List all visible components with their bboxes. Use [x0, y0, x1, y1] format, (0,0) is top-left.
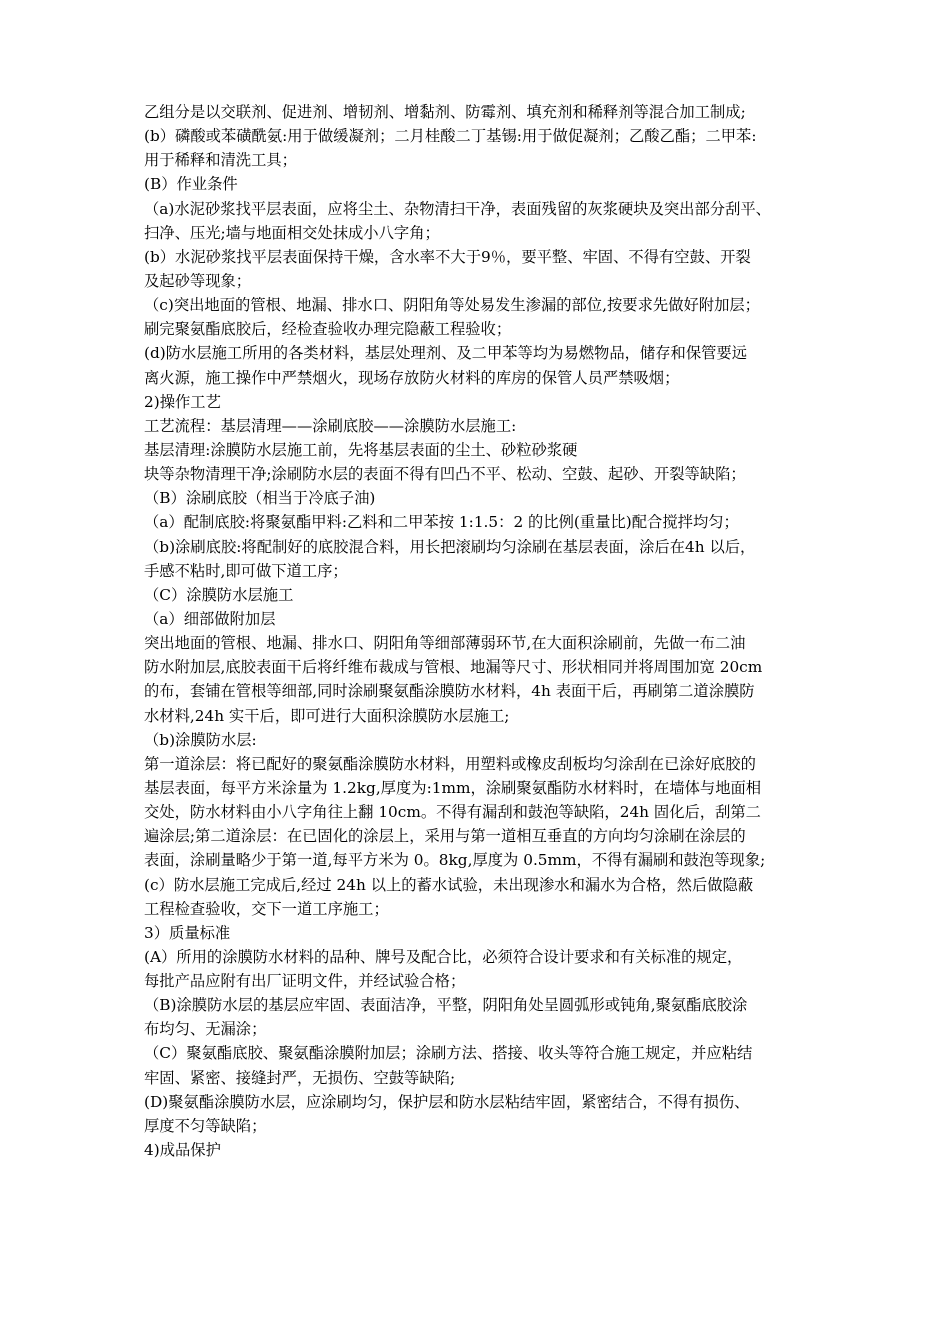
text-line: (c）防水层施工完成后,经过 24h 以上的蓄水试验，未出现渗水和漏水为合格，然后做隐蔽	[144, 875, 754, 894]
text-line: 用于稀释和清洗工具；	[144, 151, 297, 170]
text-line: 防水附加层,底胶表面干后将纤维布裁成与管根、地漏等尺寸、形状相同并将周围加宽 20cm	[144, 658, 763, 677]
text-line: 工程检查验收，交下一道工序施工；	[144, 899, 389, 918]
text-line: 基层表面，每平方米涂量为 1.2kg,厚度为:1mm，涂刷聚氨酯防水材料时，在墙体与地面相	[144, 778, 762, 797]
text-line: 布均匀、无漏涂；	[144, 1020, 267, 1039]
text-line: (A）所用的涂膜防水材料的品种、牌号及配合比，必须符合设计要求和有关标准的规定，	[144, 947, 743, 966]
text-line: （a）配制底胶:将聚氨酯甲料:乙料和二甲苯按 1:1.5：2 的比例(重量比)配合搅拌均匀；	[144, 513, 739, 532]
text-line: 基层清理:涂膜防水层施工前，先将基层表面的尘土、砂粒砂浆硬	[144, 440, 578, 459]
text-line: (d)防水层施工所用的各类材料，基层处理剂、及二甲苯等均为易燃物品，储存和保管要远	[144, 344, 748, 363]
text-line: （a)水泥砂浆找平层表面，应将尘土、杂物清扫干净，表面残留的灰浆硬块及突出部分刮平、	[144, 199, 771, 218]
text-line: (B）作业条件	[144, 175, 238, 194]
text-line: (b）水泥砂浆找平层表面保持干燥，含水率不大于9％，要平整、牢固、不得有空鼓、开裂	[144, 247, 751, 266]
text-line: 4)成品保护	[144, 1141, 221, 1160]
text-line: 刷完聚氨酯底胶后，经检查验收办理完隐蔽工程验收；	[144, 320, 512, 339]
text-line: （a）细部做附加层	[144, 609, 276, 628]
text-line: 乙组分是以交联剂、促进剂、增韧剂、增黏剂、防霉剂、填充剂和稀释剂等混合加工制成;	[144, 103, 746, 121]
text-line: 2)操作工艺	[144, 392, 221, 411]
text-line: （c)突出地面的管根、地漏、排水口、阴阳角等处易发生渗漏的部位,按要求先做好附加层；	[144, 296, 760, 315]
text-line: 水材料,24h 实干后，即可进行大面积涂膜防水层施工;	[144, 706, 510, 725]
text-line: 离火源，施工操作中严禁烟火，现场存放防火材料的库房的保管人员严禁吸烟；	[144, 368, 680, 387]
text-line: （B)涂膜防水层的基层应牢固、表面洁净，平整，阴阳角处呈圆弧形或钝角,聚氨酯底胶涂	[144, 996, 748, 1015]
text-line: 的布，套铺在管根等细部,同时涂刷聚氨酯涂膜防水材料，4h 表面干后，再刷第二道涂膜防	[144, 682, 755, 701]
text-line: 块等杂物清理干净;涂刷防水层的表面不得有凹凸不平、松动、空鼓、起砂、开裂等缺陷；	[144, 465, 746, 484]
text-line: 牢固、紧密、接缝封严，无损伤、空鼓等缺陷;	[144, 1068, 456, 1087]
text-line: 手感不粘时,即可做下道工序；	[144, 561, 348, 580]
text-line: 第一道涂层：将已配好的聚氨酯涂膜防水材料，用塑料或橡皮刮板均匀涂刮在已涂好底胶的	[144, 754, 756, 773]
text-line: 表面，涂刷量略少于第一道,每平方米为 0。8kg,厚度为 0.5mm，不得有漏刷和鼓泡等现象;	[144, 851, 766, 870]
text-line: （b)涂刷底胶:将配制好的底胶混合料，用长把滚刷均匀涂刷在基层表面，涂后在4h 以后，	[144, 537, 756, 556]
text-line: 每批产品应附有出厂证明文件，并经试验合格；	[144, 972, 466, 991]
text-line: 遍涂层;第二道涂层：在已固化的涂层上，采用与第一道相互垂直的方向均匀涂刷在涂层的	[144, 827, 746, 846]
text-line: 及起砂等现象；	[144, 271, 252, 290]
text-line: (b）磷酸或苯磺酰氨:用于做缓凝剂；二月桂酸二丁基锡:用于做促凝剂；乙酸乙酯；二甲苯:	[144, 127, 757, 146]
text-line: (D)聚氨酯涂膜防水层，应涂刷均匀，保护层和防水层粘结牢固，紧密结合，不得有损伤、	[144, 1092, 750, 1111]
text-line: 3）质量标准	[144, 923, 231, 942]
text-line: 厚度不匀等缺陷；	[144, 1116, 267, 1135]
text-line: 工艺流程：基层清理——涂刷底胶——涂膜防水层施工:	[144, 416, 517, 435]
text-line: 交处，防水材料由小八字角往上翻 10cm。不得有漏刮和鼓泡等缺陷，24h 固化后，刮第二	[144, 803, 761, 822]
text-line: （b)涂膜防水层:	[144, 730, 257, 749]
text-line: （C）聚氨酯底胶、聚氨酯涂膜附加层；涂刷方法、搭接、收头等符合施工规定，并应粘结	[144, 1044, 753, 1063]
text-line: 突出地面的管根、地漏、排水口、阴阳角等细部薄弱环节,在大面积涂刷前，先做一布二油	[144, 634, 746, 653]
document-body	[144, 100, 814, 1162]
text-line: （C）涂膜防水层施工	[144, 585, 294, 604]
text-line: 扫净、压光;墙与地面相交处抹成小八字角；	[144, 223, 440, 242]
text-line: （B）涂刷底胶（相当于冷底子油)	[144, 489, 376, 508]
